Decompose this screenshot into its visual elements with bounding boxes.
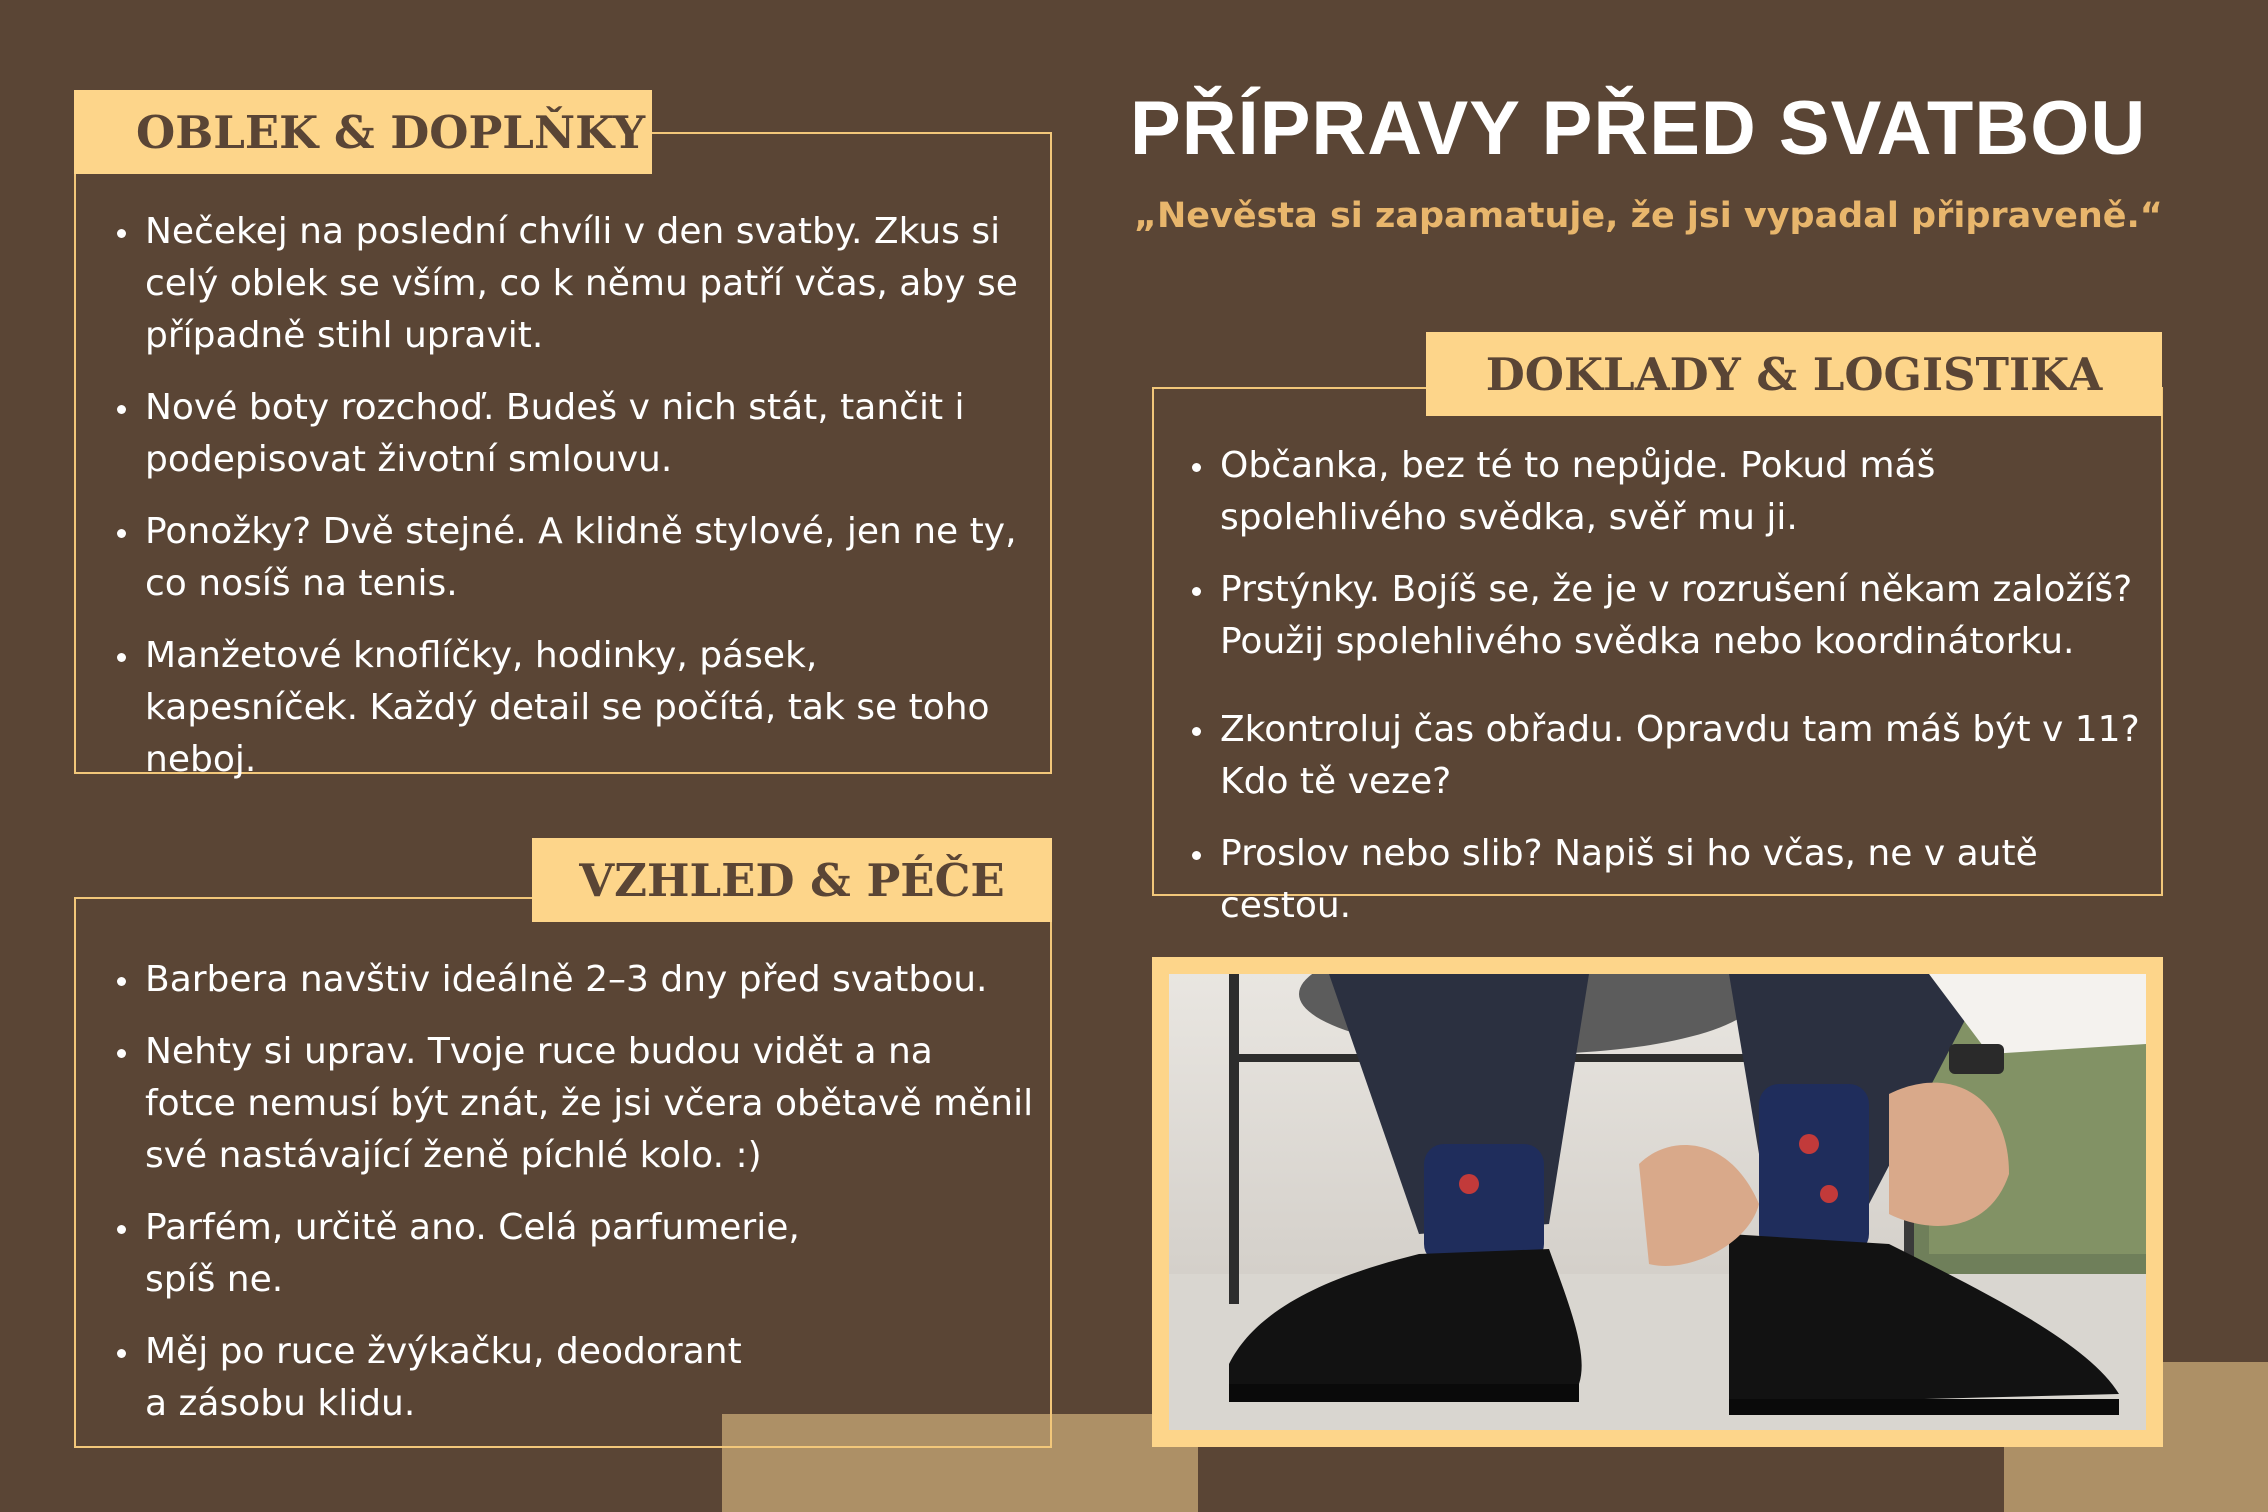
- section-docs-heading: DOKLADY & LOGISTIKA: [1426, 332, 2162, 416]
- page-quote: „Nevěsta si zapamatuje, že jsi vypadal připraveně.“: [1134, 196, 2163, 236]
- section-suit-list: [115, 206, 1035, 806]
- list-item: Zkontroluj čas obřadu. Opravdu tam máš být v 11? Kdo tě veze?: [1190, 704, 2150, 808]
- list-item: Měj po ruce žvýkačku, deodorant a zásobu klidu.: [115, 1326, 765, 1430]
- photo-shoes: [1169, 974, 2146, 1430]
- list-item: Občanka, bez té to nepůjde. Pokud máš spolehlivého svědka, svěř mu ji.: [1190, 440, 2150, 544]
- list-item: Nové boty rozchoď. Budeš v nich stát, tančit i podepisovat životní smlouvu.: [115, 382, 1035, 486]
- list-item: Prstýnky. Bojíš se, že je v rozrušení někam založíš? Použij spolehlivého svědka nebo koordinátorku.: [1190, 564, 2150, 668]
- list-item: Proslov nebo slib? Napiš si ho včas, ne v autě cestou.: [1190, 828, 2150, 932]
- section-suit-heading: OBLEK & DOPLŇKY: [74, 90, 652, 174]
- list-item: Barbera navštiv ideálně 2–3 dny před svatbou.: [115, 954, 1035, 1006]
- section-look-list: [115, 954, 1035, 1450]
- list-item: Manžetové knoflíčky, hodinky, pásek, kapesníček. Každý detail se počítá, tak se toho neboj.: [115, 630, 1035, 786]
- list-item: Nečekej na poslední chvíli v den svatby. Zkus si celý oblek se vším, co k němu patří včas, aby se případně stihl upravit.: [115, 206, 1035, 362]
- list-item: Nehty si uprav. Tvoje ruce budou vidět a na fotce nemusí být znát, že jsi včera obětavě měnil své nastávající ženě píchlé kolo. :): [115, 1026, 1035, 1182]
- page-title: PŘÍPRAVY PŘED SVATBOU: [1130, 86, 2147, 171]
- list-item: Ponožky? Dvě stejné. A klidně stylové, jen ne ty, co nosíš na tenis.: [115, 506, 1035, 610]
- section-docs-list: [1190, 440, 2150, 952]
- list-item: Parfém, určitě ano. Celá parfumerie, spíš ne.: [115, 1202, 845, 1306]
- section-look-heading: VZHLED & PÉČE: [532, 838, 1052, 922]
